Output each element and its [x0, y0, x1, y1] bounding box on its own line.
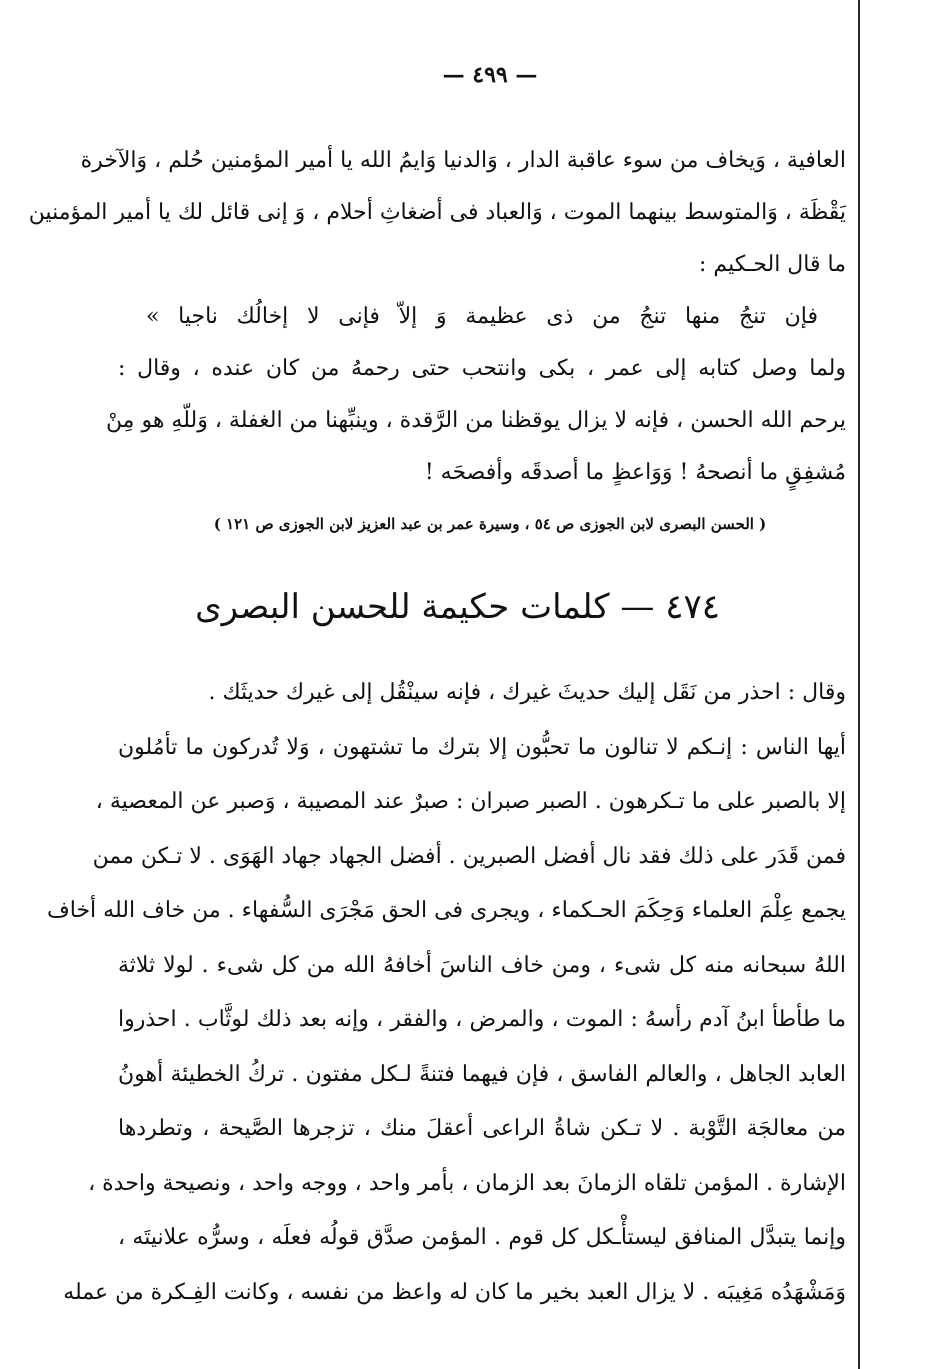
- page-edge-rule: [858, 0, 860, 1369]
- body-text-block: [46, 666, 846, 1320]
- paragraph-line: يجمع عِلْمَ العلماء وَحِكَمَ الحـكماء ، ويجرى فى الحق مَجْرَى السُّفهاء . من خاف الله أخاف: [46, 898, 846, 923]
- paragraph-line: يرحم الله الحسن ، فإنه لا يزال يوقظنا من الرَّقدة ، وينبِّهنا من الغفلة ، وَللّهِ هو مِنْ: [105, 408, 846, 433]
- section-heading: ٤٧٤ — كلمات حكيمة للحسن البصرى: [195, 587, 720, 627]
- paragraph-line: أيها الناس : إنـكم لا تنالون ما تحبُّون إلا بترك ما تشتهون ، وَلا تُدركون ما تأمُلون: [118, 734, 846, 760]
- paragraph-line: ما طأطأ ابنُ آدم رأسهُ : الموت ، والمرض ، والفقر ، وإنه بعد ذلك لوثَّاب . احذروا: [118, 1007, 846, 1032]
- paragraph-line: وَمَشْهَدُه مَغِيبَه . لا يزال العبد بخير ما كان له واعظ من نفسه ، وكانت الفِـكرة من عمله: [63, 1279, 846, 1305]
- page-number: — ٤٩٩ —: [442, 62, 538, 88]
- source-citation: ( الحسن البصرى لابن الجوزى ص ٥٤ ، وسيرة عمر بن عبد العزيز لابن الجوزى ص ١٢١ ): [213, 515, 767, 533]
- paragraph-line: مُشفِقٍ ما أنصحهُ ! وَوَاعظٍ ما أصدقَه وأفصحَه !: [424, 460, 846, 485]
- paragraph-line: فمن قَدَر على ذلك فقد نال أفضل الصبرين . أفضل الجهاد جهاد الهَوَى . لا تـكن ممن: [92, 843, 846, 869]
- poetry-verse: فإن تنجُ منها تنجُ من ذى عظيمة وَ إلاّ فإنى لا إخالُك ناجيا »: [146, 304, 819, 329]
- paragraph-line: وإنما يتبدَّل المنافق ليستأْـكل كل قوم . المؤمن صدَّق قولُه فعلَه ، وسرُّه علانيتَه ،: [118, 1225, 846, 1250]
- top-text-block: [28, 135, 846, 499]
- paragraph-line: العافية ، وَيخاف من سوء عاقبة الدار ، وَالدنيا وَايمُ الله يا أمير المؤمنين حُلم ، وَالآخرة: [80, 148, 846, 173]
- paragraph-line: العابد الجاهل ، والعالم الفاسق ، فإن فيهما فتنةً لـكل مفتون . تركُ الخطيئة أهونُ: [118, 1061, 846, 1087]
- paragraph-line: وقال : احذر من نَقَل إليك حديثَ غيرك ، فإنه سينْقُل إلى غيرك حديثَك .: [208, 680, 846, 705]
- paragraph-line: الإشارة . المؤمن تلقاه الزمانَ بعد الزمان ، بأمر واحد ، ووجه واحد ، ونصيحة واحدة ،: [88, 1170, 846, 1196]
- paragraph-line: من معالجَة التَّوْبة . لا تـكن شاةُ الراعى أعقلَ منك ، تزجرها الصَّيحة ، وتطردها: [118, 1116, 846, 1141]
- paragraph-line: إلا بالصبر على ما تـكرهون . الصبر صبران : صبرٌ عند المصيبة ، وَصبر عن المعصية ،: [95, 789, 846, 814]
- paragraph-line: اللهُ سبحانه منه كل شىء ، ومن خاف الناسَ أخافهُ الله من كل شىء . لولا ثلاثة: [118, 952, 846, 978]
- paragraph-line: يَقْظَة ، وَالمتوسط بينهما الموت ، وَالعباد فى أضغاثِ أحلام ، وَ إنى قائل لك يا أمير المؤمنين: [28, 200, 846, 225]
- paragraph-line: ما قال الحـكيم :: [699, 252, 846, 277]
- paragraph-line: ولما وصل كتابه إلى عمر ، بكى وانتحب حتى رحمهُ من كان عنده ، وقال :: [118, 356, 846, 381]
